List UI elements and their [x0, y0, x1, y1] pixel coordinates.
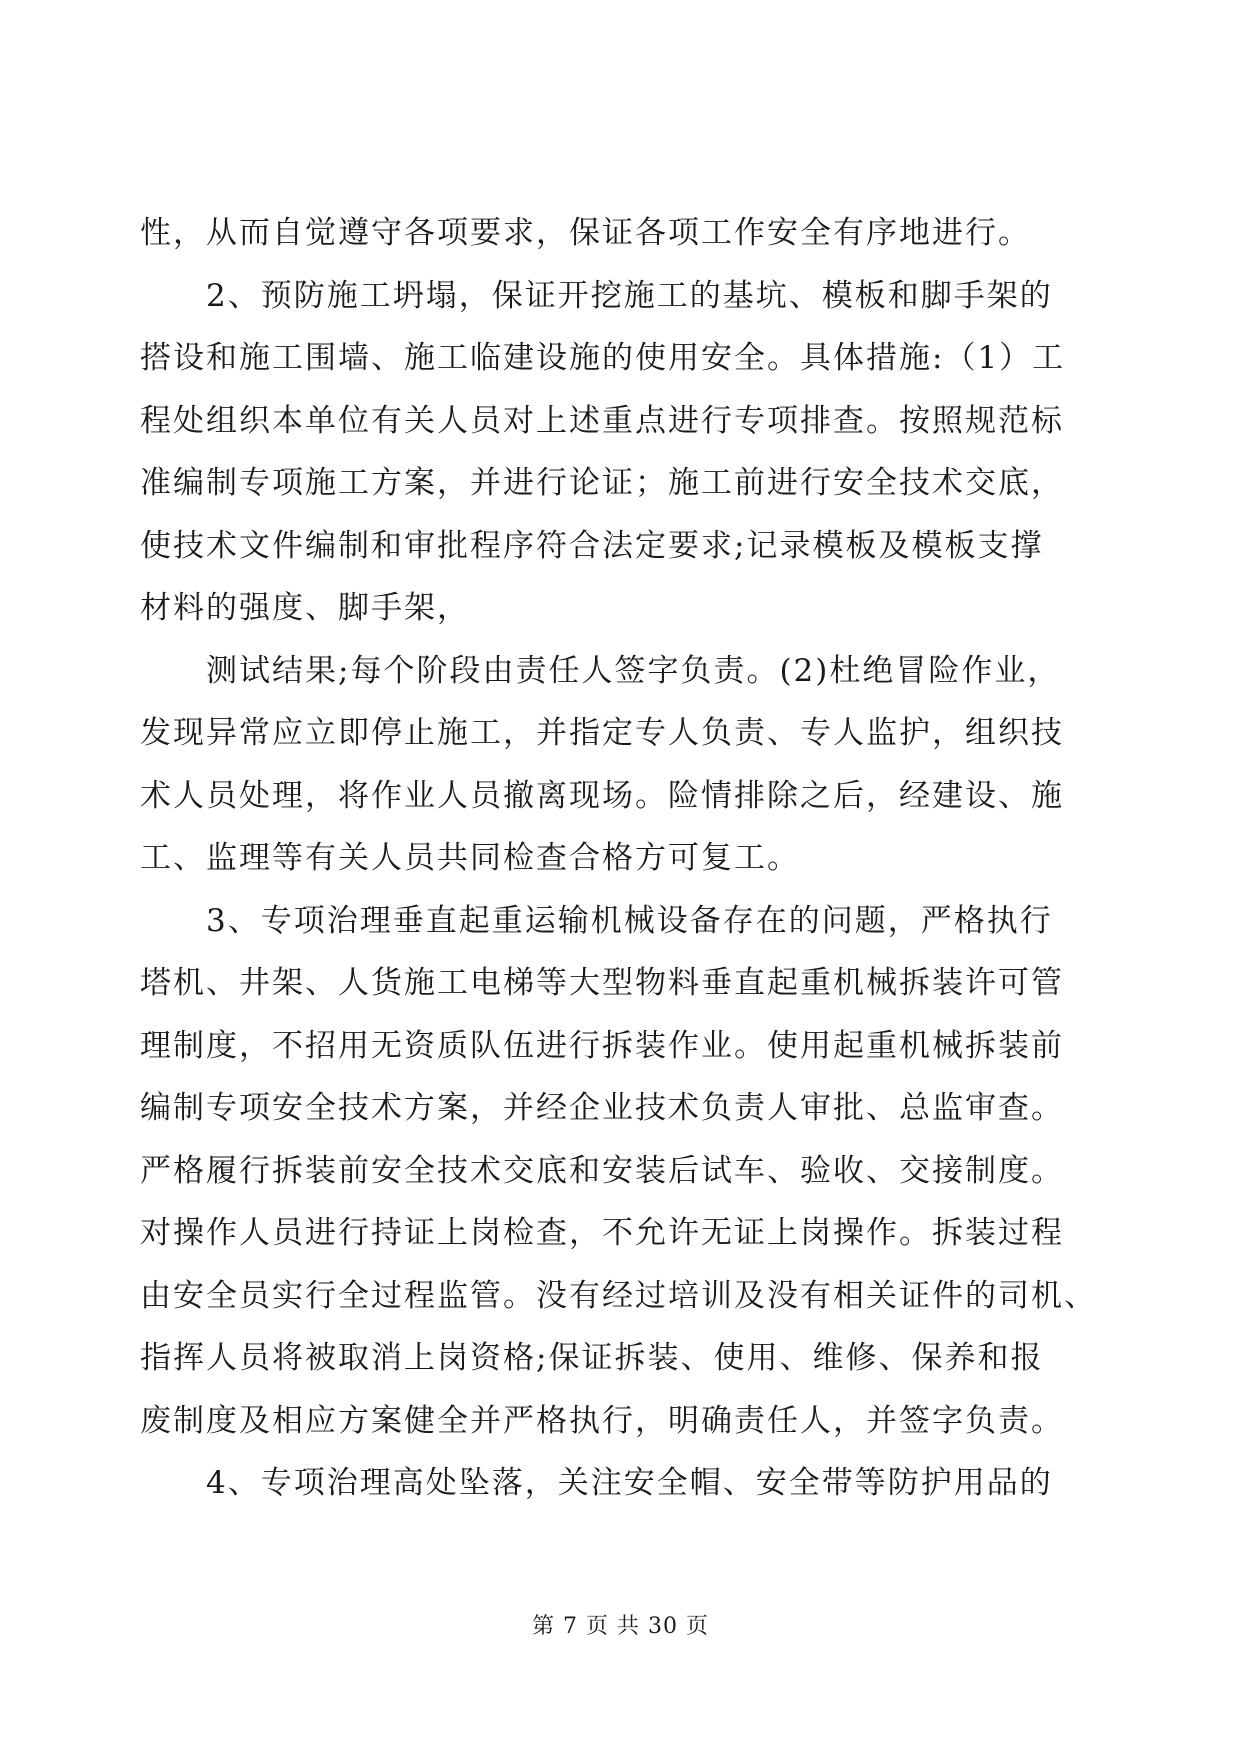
text-line: 测试结果;每个阶段由责任人签字负责。(2)杜绝冒险作业， [206, 652, 1061, 689]
text-line: 塔机、井架、人货施工电梯等大型物料垂直起重机械拆装许可管 [140, 965, 1064, 1001]
text-line: 2、预防施工坍塌，保证开挖施工的基坑、模板和脚手架的 [206, 277, 1053, 314]
body-text [140, 202, 1104, 1515]
text-line: 理制度，不招用无资质队伍进行拆装作业。使用起重机械拆装前 [140, 1027, 1064, 1064]
text-line: 3、专项治理垂直起重运输机械设备存在的问题，严格执行 [206, 902, 1053, 939]
text-line: 材料的强度、脚手架， [140, 590, 470, 626]
text-line: 术人员处理，将作业人员撤离现场。险情排除之后，经建设、施 [140, 777, 1064, 814]
text-line: 对操作人员进行持证上岗检查，不允许无证上岗操作。拆装过程 [140, 1215, 1064, 1251]
text-line: 发现异常应立即停止施工，并指定专人负责、专人监护，组织技 [140, 715, 1064, 751]
text-line: 准编制专项施工方案，并进行论证；施工前进行安全技术交底， [140, 465, 1064, 501]
text-line: 由安全员实行全过程监管。没有经过培训及没有相关证件的司机、 [140, 1277, 1097, 1314]
text-line: 严格履行拆装前安全技术交底和安装后试车、验收、交接制度。 [140, 1152, 1064, 1189]
text-line: 程处组织本单位有关人员对上述重点进行专项排查。按照规范标 [140, 402, 1064, 439]
text-line: 使技术文件编制和审批程序符合法定要求;记录模板及模板支撑 [140, 527, 1044, 564]
text-line: 废制度及相应方案健全并严格执行，明确责任人，并签字负责。 [140, 1402, 1064, 1439]
text-line: 编制专项安全技术方案，并经企业技术负责人审批、总监审查。 [140, 1090, 1064, 1126]
text-line: 性，从而自觉遵守各项要求，保证各项工作安全有序地进行。 [140, 215, 1031, 251]
text-line: 搭设和施工围墙、施工临建设施的使用安全。具体措施:（1）工 [140, 340, 1066, 376]
text-line: 4、专项治理高处坠落，关注安全帽、安全带等防护用品的 [206, 1465, 1053, 1501]
text-line: 工、监理等有关人员共同检查合格方可复工。 [140, 840, 800, 876]
page-footer: 第 7 页 共 30 页 [532, 1614, 709, 1639]
text-line: 指挥人员将被取消上岗资格;保证拆装、使用、维修、保养和报 [140, 1340, 1044, 1376]
